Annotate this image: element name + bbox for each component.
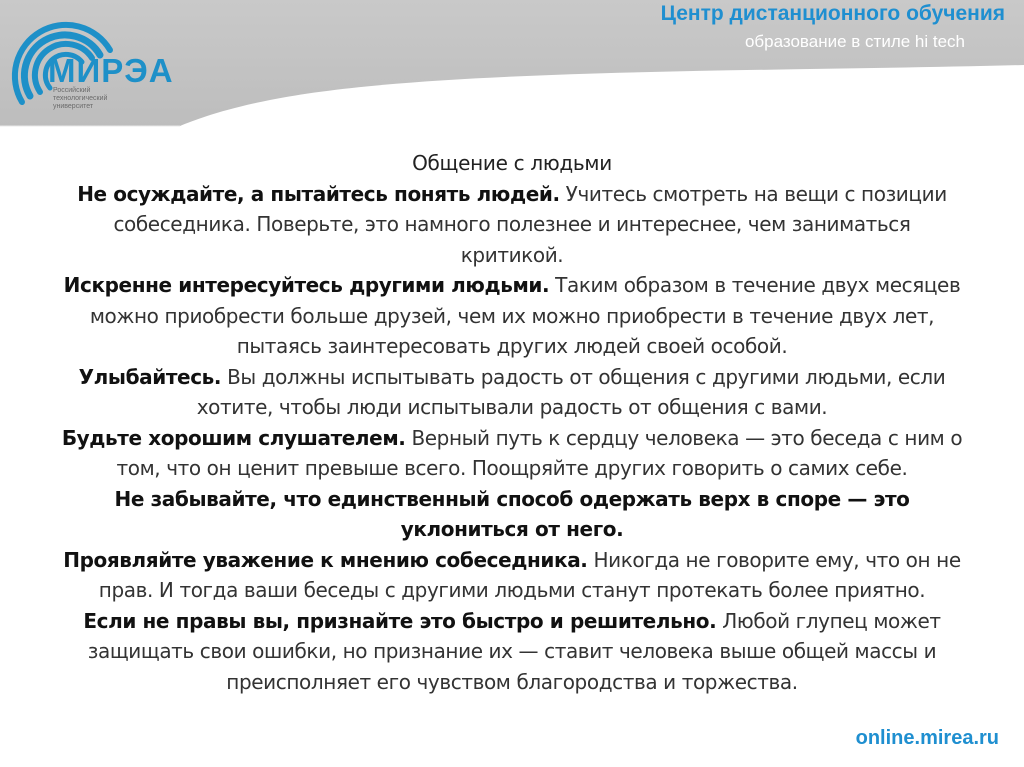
slide-content	[60, 148, 964, 697]
tip-text: Учитесь смотреть на вещи с позиции собеседника. Поверьте, это намного полезнее и интереснее, чем заниматься критикой.	[113, 181, 947, 267]
tip-heading: Если не правы вы, признайте это быстро и решительно.	[83, 608, 717, 633]
logo-subtitle-line: технологический	[53, 95, 108, 102]
tip-paragraph	[60, 545, 964, 606]
slide-title: Общение с людьми	[412, 151, 612, 175]
tip-paragraph	[60, 606, 964, 698]
tip-text: Любой глупец может защищать свои ошибки, но признание их — ставит человека выше общей массы и преисполняет его чувством благородства и торжества.	[87, 608, 941, 694]
logo-subtitle	[53, 87, 143, 111]
brand-block	[661, 2, 1005, 53]
tip-paragraph	[60, 270, 964, 362]
logo-subtitle-line: университет	[53, 103, 94, 110]
tip-heading: Не забывайте, что единственный способ одержать верх в споре — это уклониться от него.	[114, 486, 910, 541]
logo-subtitle-line: Российский	[53, 87, 91, 94]
tip-text: Таким образом в течение двух месяцев можно приобрести больше друзей, чем их можно приобрести в течение двух лет, пытаясь заинтересовать других людей своей особой.	[89, 273, 961, 358]
logo-wordmark: МИРЭА	[48, 52, 174, 89]
brand-tagline: образование в стиле hi tech	[744, 32, 965, 51]
mirea-logo	[0, 0, 200, 125]
tip-heading: Не осуждайте, а пытайтесь понять людей.	[77, 181, 560, 206]
tip-text: Никогда не говорите ему, что он не прав. И тогда ваши беседы с другими людьми станут протекать более приятно.	[98, 547, 961, 602]
tip-paragraph	[60, 179, 964, 271]
tip-heading: Искренне интересуйтесь другими людьми.	[63, 273, 550, 297]
tip-heading: Будьте хорошим слушателем.	[61, 425, 406, 450]
tip-heading: Проявляйте уважение к мнению собеседника.	[63, 547, 588, 572]
tip-paragraph	[60, 423, 964, 484]
tip-text: Верный путь к сердцу человека — это беседа с ним о том, что он ценит превыше всего. Поощряйте других говорить о самих себе.	[116, 425, 963, 480]
tip-text: Вы должны испытывать радость от общения с другими людьми, если хотите, чтобы люди испытывали радость от общения с вами.	[196, 364, 946, 419]
tip-paragraph	[60, 362, 964, 423]
brand-title: Центр дистанционного обучения	[660, 2, 1005, 25]
footer-url: online.mirea.ru	[855, 727, 999, 749]
tip-heading: Улыбайтесь.	[78, 364, 222, 389]
tip-paragraph	[60, 484, 964, 545]
